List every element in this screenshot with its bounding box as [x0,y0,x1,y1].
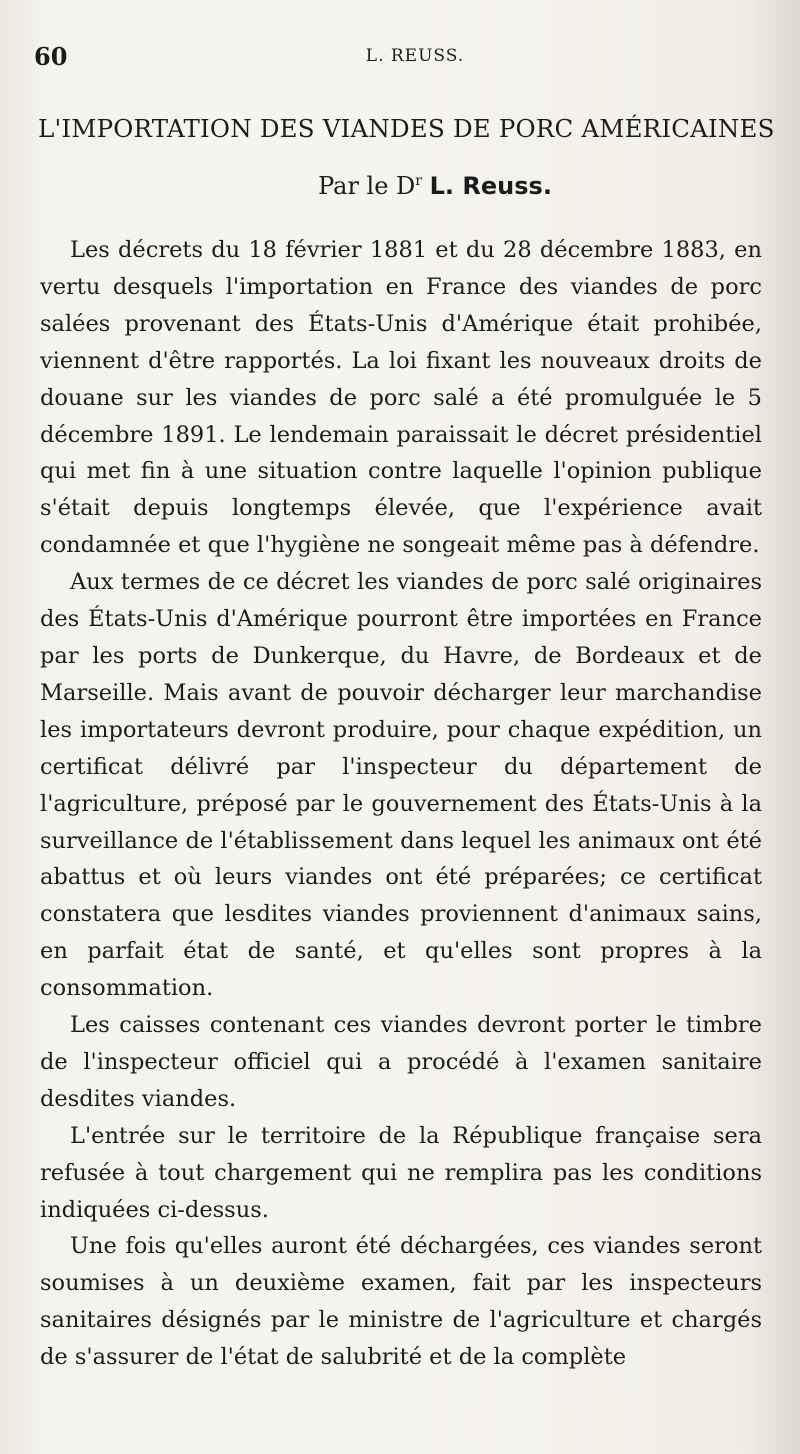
paragraph: Les décrets du 18 février 1881 et du 28 décembre 1883, en vertu desquels l'importation en France des viandes de porc salées provenant des États-Unis d'Amérique était prohibée, viennent d'être rapportés. La loi fixant les nouveaux droits de douane sur les viandes de porc salé a été promulguée le 5 décembre 1891. Le lendemain paraissait le décret présidentiel qui met fin à une situation contre laquelle l'opinion publique s'était depuis longtemps élevée, que l'expérience avait condamnée et que l'hygiène ne songeait même pas à défendre. [40,237,762,559]
byline-prefix: Par le D [318,172,416,200]
running-head-author: L. REUSS. [365,46,465,66]
byline-superscript: r [415,173,422,189]
article-title: L'IMPORTATION DES VIANDES DE PORC AMÉRICAINES [38,114,775,143]
byline-author-name: L. Reuss. [429,172,552,200]
byline [0,172,800,200]
page-number: 60 [34,42,68,71]
article-body [40,232,762,1376]
paragraph: Aux termes de ce décret les viandes de porc salé originaires des États-Unis d'Amérique pourront être importées en France par les ports de Dunkerque, du Havre, de Bordeaux et de Marseille. Mais avant de pouvoir décharger leur marchandise les importateurs devront produire, pour chaque expédition, un certificat délivré par l'inspecteur du département de l'agriculture, préposé par le gouvernement des États-Unis à la surveillance de l'établissement dans lequel les animaux ont été abattus et où leurs viandes ont été préparées; ce certificat constatera que lesdites viandes proviennent d'animaux sains, en parfait état de santé, et qu'elles sont propres à la consommation. [40,569,762,1002]
running-head [34,38,766,78]
paragraph: L'entrée sur le territoire de la République française sera refusée à tout chargement qui ne remplira pas les conditions indiquées ci-dessus. [40,1122,762,1223]
paragraph: Les caisses contenant ces viandes devront porter le timbre de l'inspecteur officiel qui a procédé à l'examen sanitaire desdites viandes. [40,1012,762,1112]
paragraph: Une fois qu'elles auront été déchargées, ces viandes seront soumises à un deuxième examen, fait par les inspecteurs sanitaires désignés par le ministre de l'agriculture et chargés de s'assurer de l'état de salubrité et de la complète [40,1233,762,1371]
